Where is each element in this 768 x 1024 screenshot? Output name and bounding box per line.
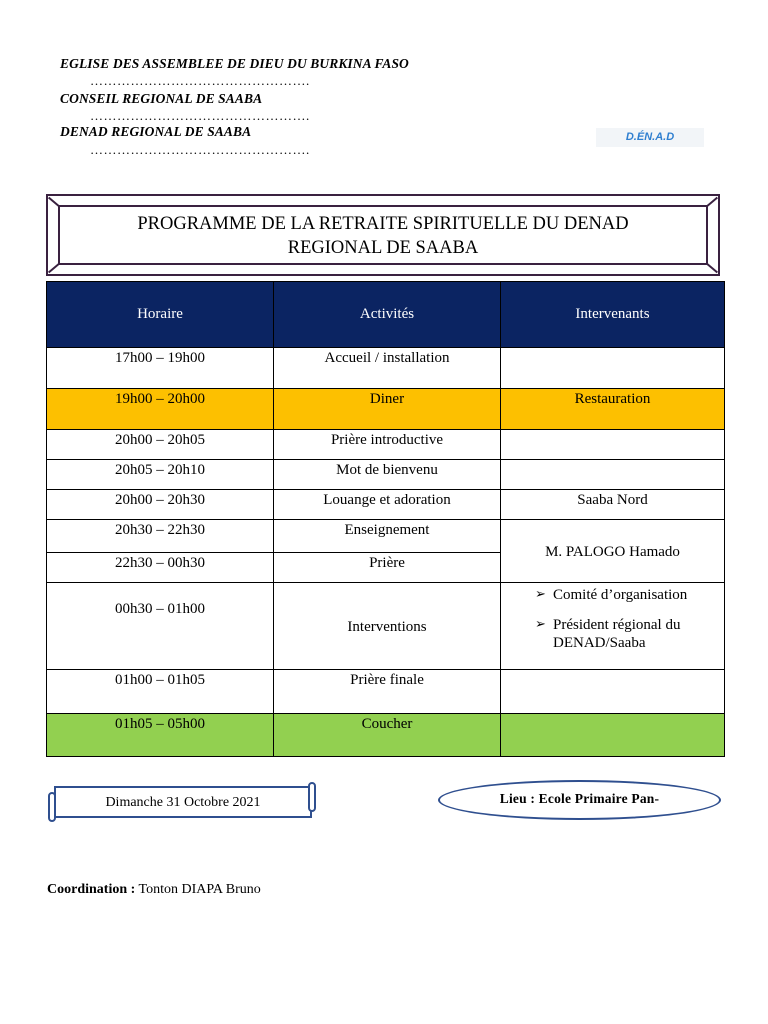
cell-intervenant-list: [501, 583, 725, 670]
cell-activite: Accueil / installation: [274, 348, 501, 389]
cell-activite: Louange et adoration: [274, 490, 501, 520]
dotted-line: ………………………………………….: [90, 142, 310, 157]
arrow-bullet-icon: ➢: [535, 587, 546, 602]
cell-horaire: 20h05 – 20h10: [47, 460, 274, 490]
cell-intervenant: M. PALOGO Hamado: [501, 520, 725, 583]
table-row: [47, 460, 725, 490]
cell-horaire: 01h05 – 05h00: [47, 714, 274, 757]
column-header: Activités: [274, 282, 501, 348]
council-name: CONSEIL REGIONAL DE SAABA: [60, 91, 263, 106]
table-row: [47, 490, 725, 520]
banner-corner: [706, 197, 718, 208]
cell-activite: Prière introductive: [274, 430, 501, 460]
cell-intervenant: Saaba Nord: [501, 490, 725, 520]
list-item-text: Comité d’organisation: [553, 587, 688, 603]
date-label: Dimanche 31 Octobre 2021: [54, 786, 312, 818]
cell-horaire: 01h00 – 01h05: [47, 670, 274, 714]
cell-activite: Enseignement: [274, 520, 501, 553]
cell-activite: Diner: [274, 389, 501, 430]
list-item: [505, 586, 720, 604]
cell-horaire: 22h30 – 00h30: [47, 553, 274, 583]
page-title: [48, 212, 718, 260]
denad-logo: D.ÉN.A.D: [596, 128, 704, 147]
table-row: [47, 583, 725, 670]
date-scroll: [46, 782, 318, 822]
column-header: Intervenants: [501, 282, 725, 348]
cell-intervenant: Restauration: [501, 389, 725, 430]
cell-horaire: 20h00 – 20h30: [47, 490, 274, 520]
cell-intervenant: [501, 348, 725, 389]
church-name: EGLISE DES ASSEMBLEE DE DIEU DU BURKINA FASO: [60, 56, 409, 71]
coordination-label: Coordination :: [47, 882, 136, 897]
title-line-2: REGIONAL DE SAABA: [287, 238, 479, 258]
coordination-line: [47, 882, 261, 898]
denad-name: DENAD REGIONAL DE SAABA: [60, 124, 252, 139]
table-row: [47, 714, 725, 757]
cell-intervenant: [501, 714, 725, 757]
banner-corner: [48, 197, 60, 208]
coordination-name: Tonton DIAPA Bruno: [135, 882, 261, 897]
intervenant-list: [505, 586, 720, 652]
title-line-1: PROGRAMME DE LA RETRAITE SPIRITUELLE DU DENAD: [137, 214, 629, 234]
table-row: [47, 348, 725, 389]
list-item: [505, 616, 720, 652]
cell-horaire: 00h30 – 01h00: [47, 583, 274, 670]
cell-intervenant: [501, 670, 725, 714]
cell-intervenant: [501, 460, 725, 490]
cell-horaire: 20h00 – 20h05: [47, 430, 274, 460]
list-item-text: Président régional du DENAD/Saaba: [553, 617, 681, 651]
scroll-roll-icon: [308, 782, 316, 812]
cell-activite: Coucher: [274, 714, 501, 757]
table-row: [47, 389, 725, 430]
cell-horaire: 17h00 – 19h00: [47, 348, 274, 389]
dotted-line: ………………………………………….: [90, 108, 310, 123]
cell-activite: Prière finale: [274, 670, 501, 714]
title-banner: [46, 194, 720, 276]
schedule-table: [46, 281, 725, 757]
banner-corner: [48, 263, 60, 274]
table-row: [47, 670, 725, 714]
cell-activite: Interventions: [274, 583, 501, 670]
arrow-bullet-icon: ➢: [535, 617, 546, 632]
cell-activite: Mot de bienvenu: [274, 460, 501, 490]
cell-activite: Prière: [274, 553, 501, 583]
cell-horaire: 20h30 – 22h30: [47, 520, 274, 553]
table-row: [47, 520, 725, 553]
cell-horaire: 19h00 – 20h00: [47, 389, 274, 430]
dotted-line: ………………………………………….: [90, 73, 310, 88]
location-badge: Lieu : Ecole Primaire Pan-: [438, 780, 721, 820]
table-row: [47, 430, 725, 460]
banner-corner: [706, 263, 718, 274]
cell-intervenant: [501, 430, 725, 460]
column-header: Horaire: [47, 282, 274, 348]
table-header-row: [47, 282, 725, 348]
